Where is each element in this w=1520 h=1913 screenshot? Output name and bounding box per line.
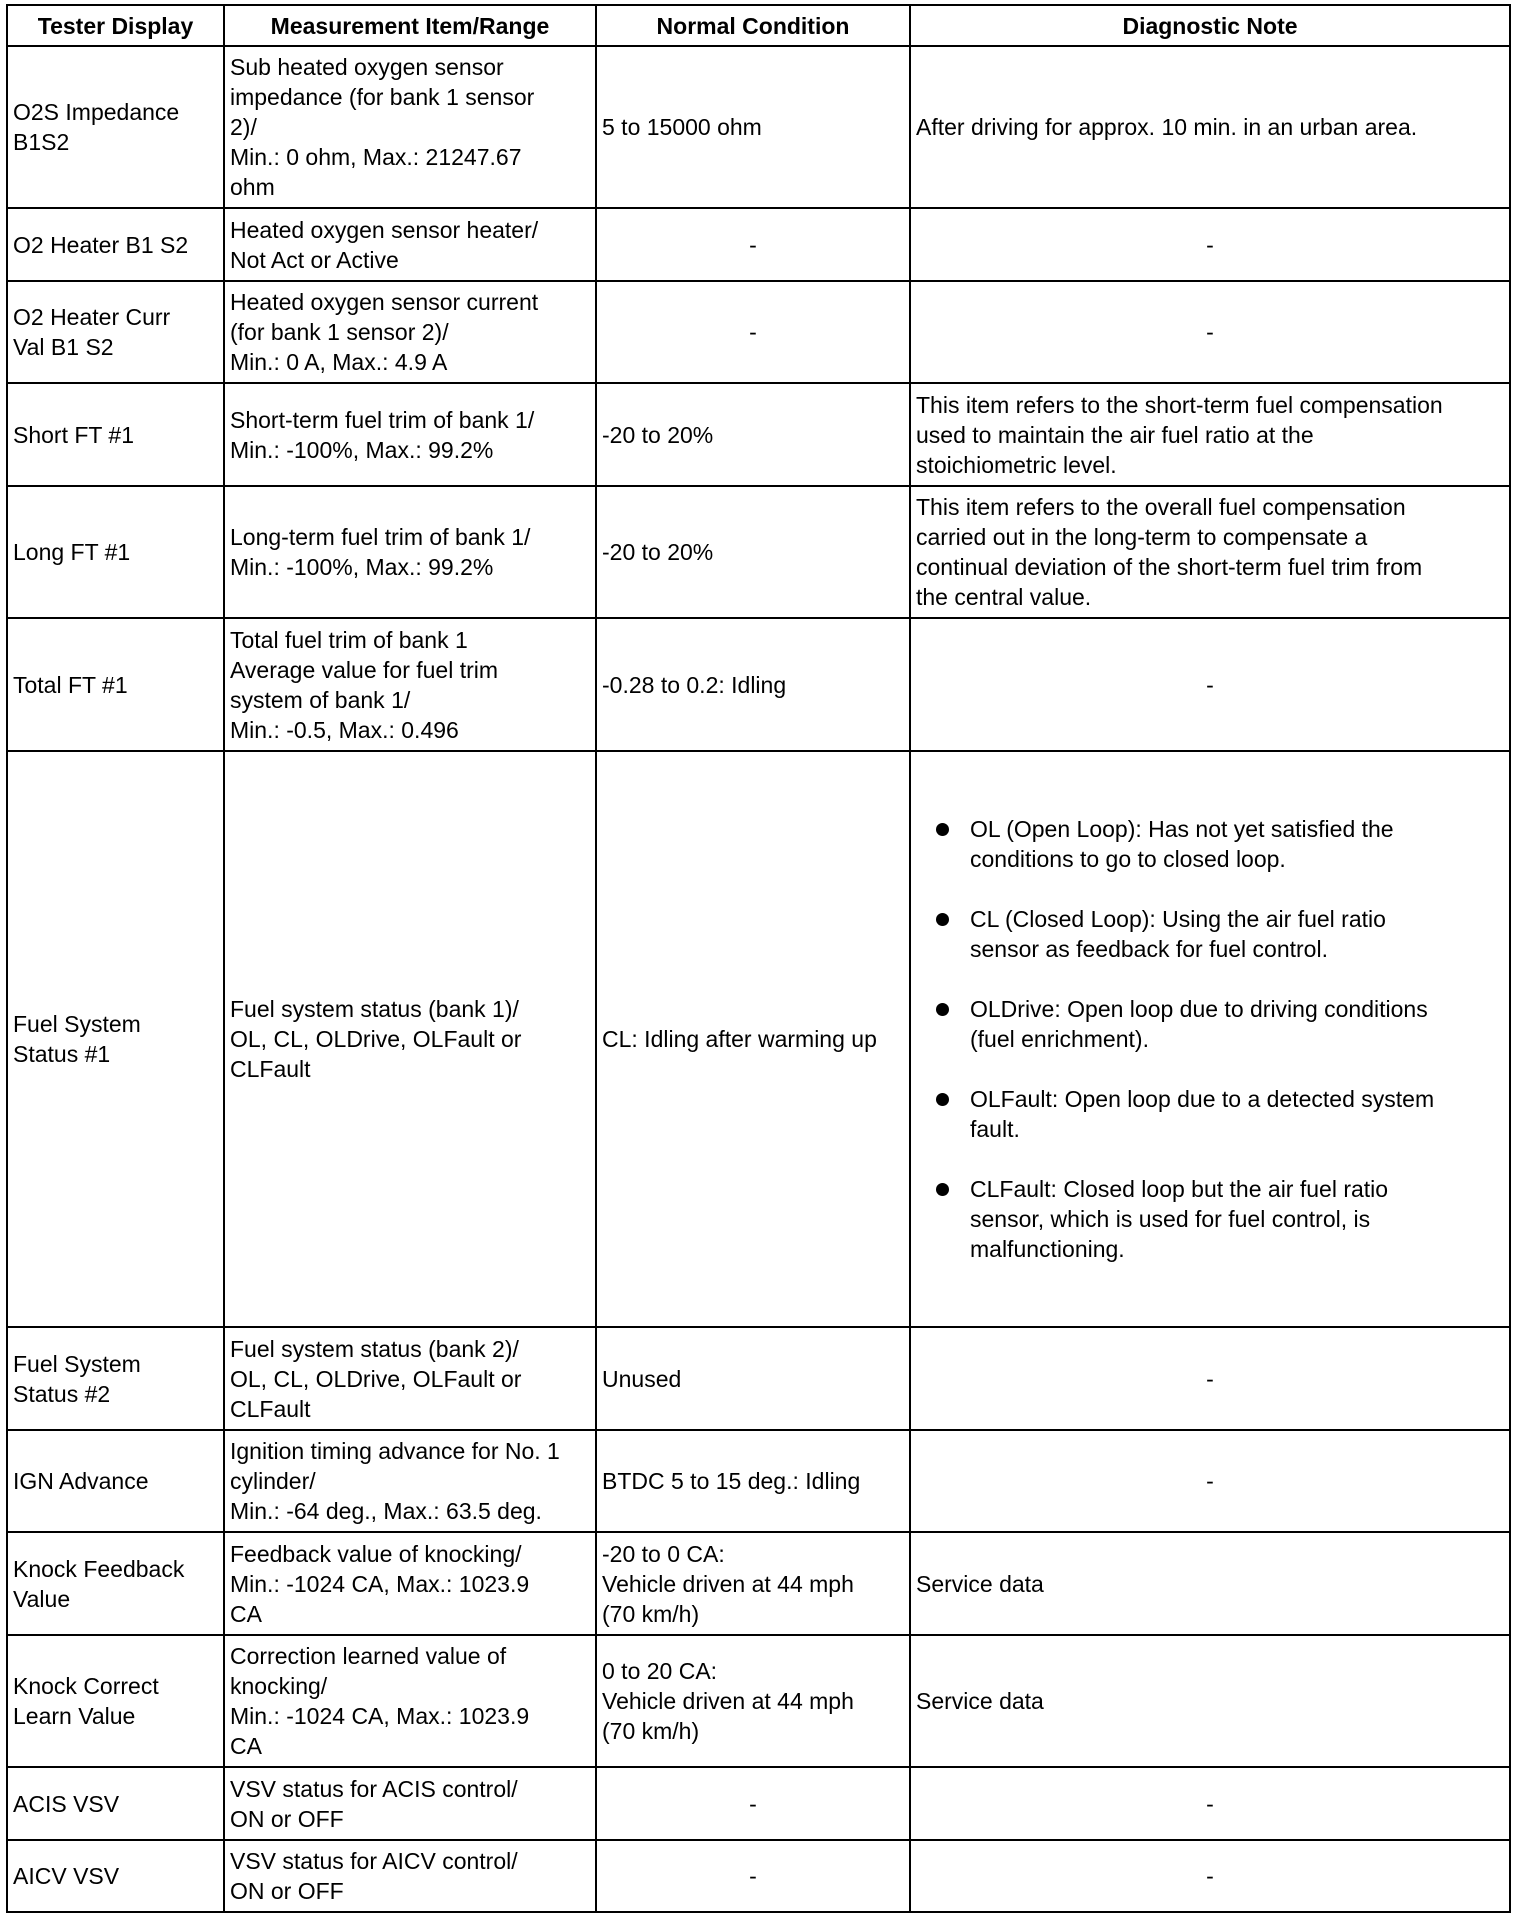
normal-condition-cell: CL: Idling after warming up <box>596 751 910 1327</box>
diagnostic-note-cell <box>910 751 1510 1327</box>
data-list-table <box>6 4 1511 1913</box>
table-row <box>7 281 1510 383</box>
tester-display-cell: Total FT #1 <box>7 618 224 751</box>
header-normal-condition: Normal Condition <box>596 5 910 46</box>
diagnostic-note-cell: - <box>910 1430 1510 1532</box>
bullet-icon <box>936 823 949 836</box>
measurement-cell: Heated oxygen sensor heater/ Not Act or Active <box>224 208 596 281</box>
measurement-cell: Heated oxygen sensor current (for bank 1 sensor 2)/ Min.: 0 A, Max.: 4.9 A <box>224 281 596 383</box>
table-row <box>7 486 1510 618</box>
bullet-icon <box>936 913 949 926</box>
normal-condition-cell: Unused <box>596 1327 910 1430</box>
diagnostic-note-cell: Service data <box>910 1532 1510 1635</box>
diagnostic-note-cell: - <box>910 281 1510 383</box>
tester-display-cell: AICV VSV <box>7 1840 224 1912</box>
table-row <box>7 1532 1510 1635</box>
normal-condition-cell: 0 to 20 CA: Vehicle driven at 44 mph (70 km/h) <box>596 1635 910 1767</box>
table-row <box>7 1840 1510 1912</box>
normal-condition-cell: -20 to 20% <box>596 486 910 618</box>
table-row <box>7 208 1510 281</box>
tester-display-cell: Long FT #1 <box>7 486 224 618</box>
measurement-cell: Long-term fuel trim of bank 1/ Min.: -100%, Max.: 99.2% <box>224 486 596 618</box>
bullet-icon <box>936 1183 949 1196</box>
measurement-cell: Short-term fuel trim of bank 1/ Min.: -100%, Max.: 99.2% <box>224 383 596 486</box>
diagnostic-note-cell: This item refers to the overall fuel compensation carried out in the long-term to compensate a continual deviation of the short-term fuel trim from the central value. <box>910 486 1510 618</box>
bullet-icon <box>936 1003 949 1016</box>
table-row <box>7 1635 1510 1767</box>
measurement-cell: Correction learned value of knocking/ Min.: -1024 CA, Max.: 1023.9 CA <box>224 1635 596 1767</box>
list-item: OL (Open Loop): Has not yet satisfied the conditions to go to closed loop. <box>934 814 1504 874</box>
tester-display-cell: Knock Feedback Value <box>7 1532 224 1635</box>
diagnostic-note-cell: This item refers to the short-term fuel compensation used to maintain the air fuel ratio at the stoichiometric level. <box>910 383 1510 486</box>
table-row <box>7 46 1510 208</box>
measurement-cell: Total fuel trim of bank 1 Average value for fuel trim system of bank 1/ Min.: -0.5, Max.: 0.496 <box>224 618 596 751</box>
tester-display-cell: O2 Heater B1 S2 <box>7 208 224 281</box>
diagnostic-note-cell: - <box>910 1327 1510 1430</box>
table-row <box>7 751 1510 1327</box>
tester-display-cell: Short FT #1 <box>7 383 224 486</box>
normal-condition-cell: -20 to 20% <box>596 383 910 486</box>
measurement-cell: Fuel system status (bank 1)/ OL, CL, OLDrive, OLFault or CLFault <box>224 751 596 1327</box>
diagnostic-note-cell: After driving for approx. 10 min. in an urban area. <box>910 46 1510 208</box>
list-item: CL (Closed Loop): Using the air fuel ratio sensor as feedback for fuel control. <box>934 904 1504 964</box>
diagnostic-note-cell: - <box>910 1767 1510 1840</box>
header-tester-display: Tester Display <box>7 5 224 46</box>
tester-display-cell: IGN Advance <box>7 1430 224 1532</box>
normal-condition-cell: BTDC 5 to 15 deg.: Idling <box>596 1430 910 1532</box>
table-row <box>7 383 1510 486</box>
measurement-cell: Feedback value of knocking/ Min.: -1024 CA, Max.: 1023.9 CA <box>224 1532 596 1635</box>
table-row <box>7 1767 1510 1840</box>
bullet-icon <box>936 1093 949 1106</box>
list-item: OLFault: Open loop due to a detected system fault. <box>934 1084 1504 1144</box>
table-row <box>7 1430 1510 1532</box>
header-measurement-item-range: Measurement Item/Range <box>224 5 596 46</box>
header-diagnostic-note: Diagnostic Note <box>910 5 1510 46</box>
measurement-cell: Fuel system status (bank 2)/ OL, CL, OLDrive, OLFault or CLFault <box>224 1327 596 1430</box>
diagnostic-note-cell: - <box>910 618 1510 751</box>
normal-condition-cell: - <box>596 281 910 383</box>
list-item: OLDrive: Open loop due to driving conditions (fuel enrichment). <box>934 994 1504 1054</box>
tester-display-cell: ACIS VSV <box>7 1767 224 1840</box>
normal-condition-cell: 5 to 15000 ohm <box>596 46 910 208</box>
normal-condition-cell: - <box>596 1840 910 1912</box>
list-item: CLFault: Closed loop but the air fuel ratio sensor, which is used for fuel control, is malfunctioning. <box>934 1174 1504 1264</box>
tester-display-cell: Fuel System Status #1 <box>7 751 224 1327</box>
diagnostic-note-cell: - <box>910 1840 1510 1912</box>
normal-condition-cell: - <box>596 208 910 281</box>
measurement-cell: VSV status for ACIS control/ ON or OFF <box>224 1767 596 1840</box>
normal-condition-cell: - <box>596 1767 910 1840</box>
table-header-row <box>7 5 1510 46</box>
measurement-cell: Ignition timing advance for No. 1 cylinder/ Min.: -64 deg., Max.: 63.5 deg. <box>224 1430 596 1532</box>
measurement-cell: Sub heated oxygen sensor impedance (for bank 1 sensor 2)/ Min.: 0 ohm, Max.: 21247.67 ohm <box>224 46 596 208</box>
normal-condition-cell: -20 to 0 CA: Vehicle driven at 44 mph (70 km/h) <box>596 1532 910 1635</box>
tester-display-cell: O2S Impedance B1S2 <box>7 46 224 208</box>
diagnostic-note-cell: - <box>910 208 1510 281</box>
normal-condition-cell: -0.28 to 0.2: Idling <box>596 618 910 751</box>
tester-display-cell: Fuel System Status #2 <box>7 1327 224 1430</box>
tester-display-cell: Knock Correct Learn Value <box>7 1635 224 1767</box>
tester-display-cell: O2 Heater Curr Val B1 S2 <box>7 281 224 383</box>
table-row <box>7 618 1510 751</box>
table-row <box>7 1327 1510 1430</box>
fuel-status-note-list <box>916 784 1504 1294</box>
measurement-cell: VSV status for AICV control/ ON or OFF <box>224 1840 596 1912</box>
diagnostic-note-cell: Service data <box>910 1635 1510 1767</box>
